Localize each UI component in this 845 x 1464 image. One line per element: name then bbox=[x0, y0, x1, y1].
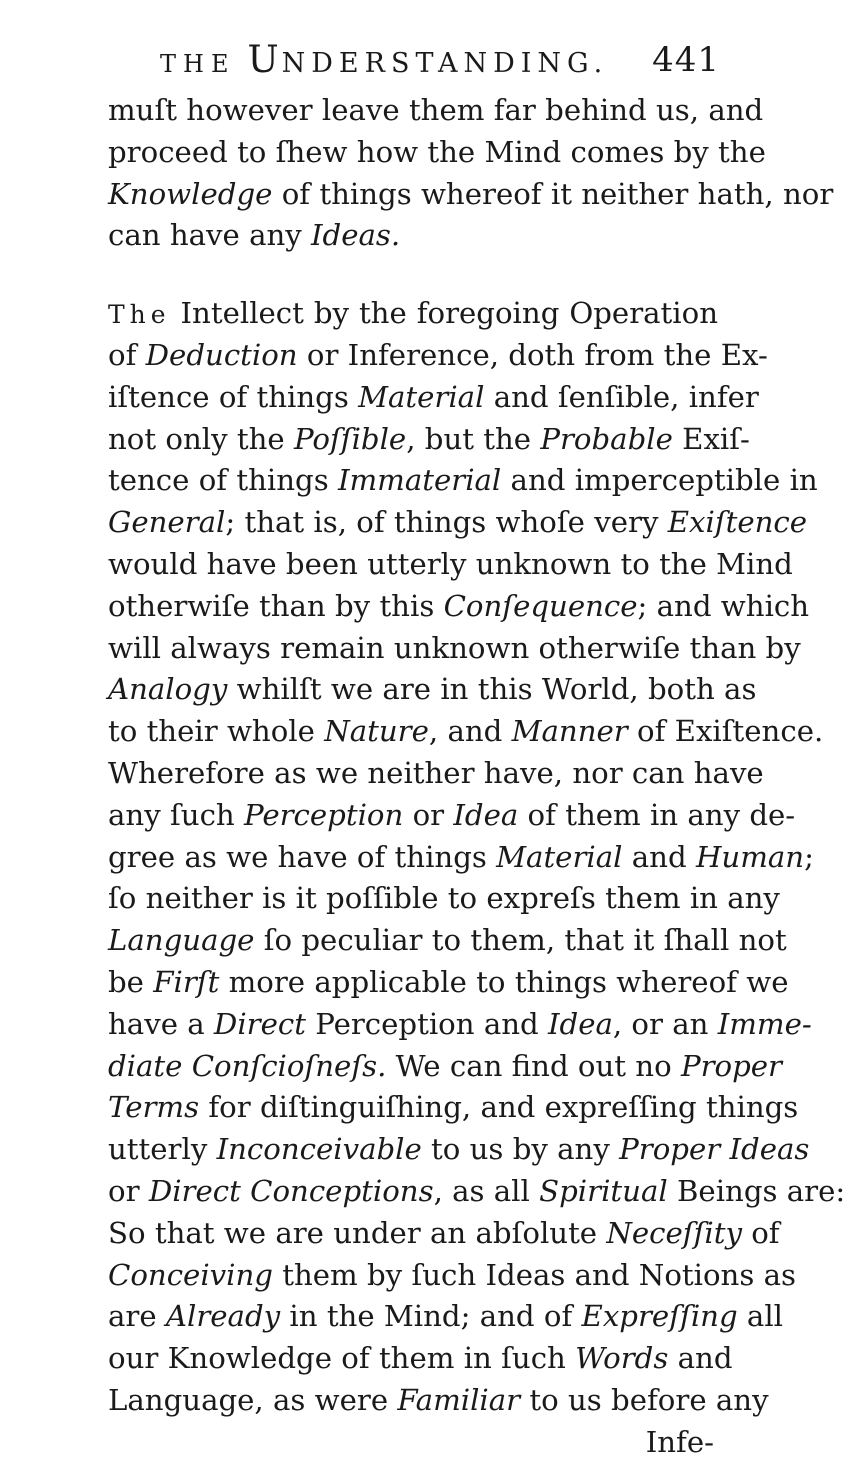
text-line: Language ſo peculiar to them, that it ſhall not bbox=[108, 923, 787, 958]
page-number: 441 bbox=[652, 40, 720, 80]
catchword: Infe- bbox=[645, 1424, 714, 1459]
text-line: otherwiſe than by this Conſequence; and which bbox=[108, 588, 810, 623]
text-line: or Direct Conceptions, as all Spiritual Beings are: bbox=[108, 1173, 845, 1208]
text-line: Conceiving them by ſuch Ideas and Notions as bbox=[108, 1257, 796, 1292]
text-line: are Already in the Mind; and of Expreſſing all bbox=[108, 1299, 783, 1334]
text-line: our Knowledge of them in ſuch Words and bbox=[108, 1341, 733, 1376]
text-line: to their whole Nature, and Manner of Exiſtence. bbox=[108, 714, 824, 749]
paragraph-2 bbox=[108, 293, 845, 1422]
text-line: not only the Poſſible, but the Probable Exiſ- bbox=[108, 421, 750, 456]
text-line: tence of things Immaterial and imperceptible in bbox=[108, 463, 818, 498]
text-line: So that we are under an abſolute Neceſſity of bbox=[108, 1215, 780, 1250]
paragraph-1 bbox=[108, 90, 834, 257]
text-line: The Intellect by the foregoing Operation bbox=[108, 296, 718, 331]
page-body bbox=[108, 90, 845, 1464]
text-line: of Deduction or Inference, doth from the Ex- bbox=[108, 337, 768, 372]
text-line: will always remain unknown otherwiſe than by bbox=[108, 630, 801, 665]
text-line: Language, as were Familiar to us before any bbox=[108, 1382, 769, 1417]
text-line: have a Direct Perception and Idea, or an Imme- bbox=[108, 1006, 812, 1041]
text-line: Knowledge of things whereof it neither hath, nor bbox=[108, 176, 834, 211]
text-line: Analogy whilſt we are in this World, both as bbox=[108, 672, 757, 707]
header-title-rest: NDERSTANDING. bbox=[281, 48, 609, 79]
text-line: any ſuch Perception or Idea of them in any de- bbox=[108, 797, 796, 832]
running-header bbox=[160, 38, 720, 88]
text-line: Wherefore as we neither have, nor can have bbox=[108, 755, 764, 790]
text-line: proceed to ſhew how the Mind comes by the bbox=[108, 134, 766, 169]
header-title-capital: U bbox=[247, 38, 282, 81]
text-line: be Firſt more applicable to things whereof we bbox=[108, 964, 789, 999]
paragraph-gap bbox=[108, 257, 718, 293]
header-title bbox=[247, 38, 609, 81]
text-line: iſtence of things Material and ſenſible, infer bbox=[108, 379, 759, 414]
text-line: Terms for diſtinguiſhing, and expreſſing things bbox=[108, 1090, 799, 1125]
text-line: General; that is, of things whoſe very Exiſtence bbox=[108, 505, 808, 540]
text-line: diate Conſcioſneſs. We can find out no Proper bbox=[108, 1048, 783, 1083]
text-line: gree as we have of things Material and Human; bbox=[108, 839, 814, 874]
text-line: muſt however leave them far behind us, and bbox=[108, 93, 764, 127]
header-the: THE bbox=[160, 50, 236, 78]
text-line: can have any Ideas. bbox=[108, 218, 401, 253]
text-line: ſo neither is it poſſible to expreſs them in any bbox=[108, 881, 780, 916]
text-line: would have been utterly unknown to the Mind bbox=[108, 546, 793, 581]
text-line: utterly Inconceivable to us by any Proper Ideas bbox=[108, 1132, 810, 1167]
